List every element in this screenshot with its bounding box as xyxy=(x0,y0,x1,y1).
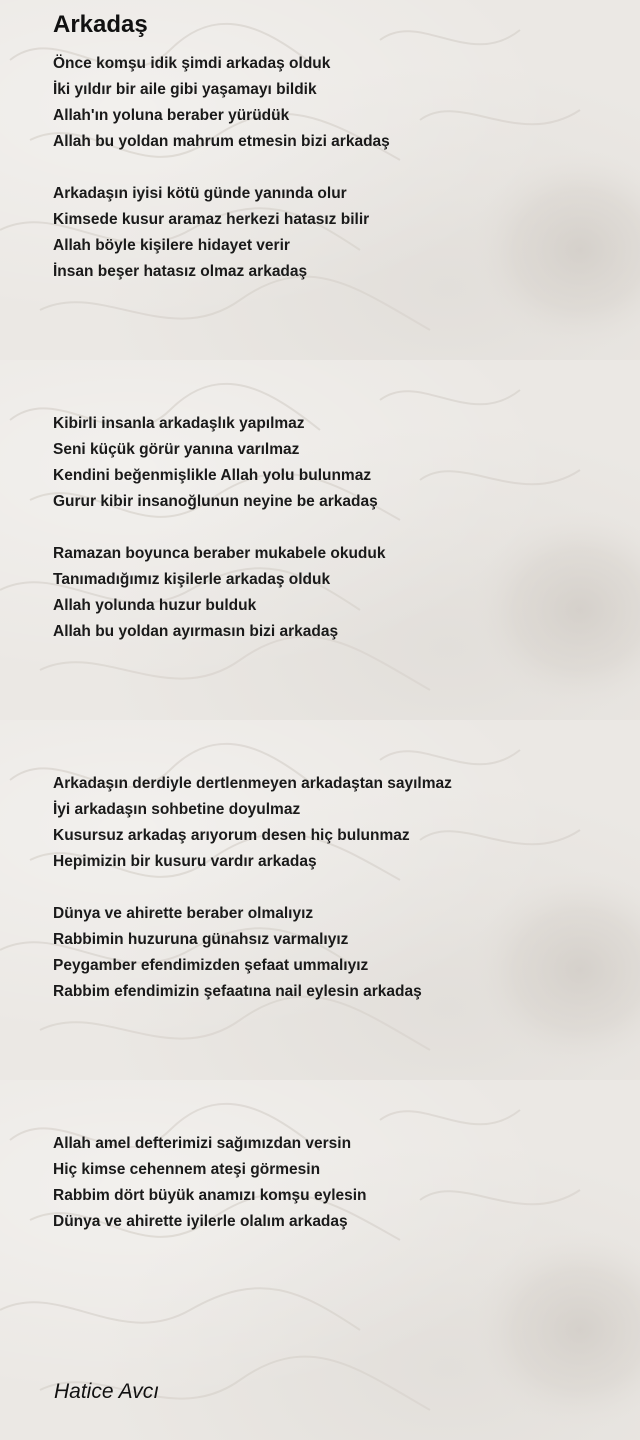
poem-line: Kibirli insanla arkadaşlık yapılmaz xyxy=(53,415,305,432)
stanza xyxy=(53,541,613,645)
poem-line: Allah böyle kişilere hidayet verir xyxy=(53,237,290,254)
poem-line: Allah bu yoldan mahrum etmesin bizi arkadaş xyxy=(53,133,390,150)
poem-line: Arkadaşın iyisi kötü günde yanında olur xyxy=(53,185,347,202)
poem-line: Önce komşu idik şimdi arkadaş olduk xyxy=(53,55,331,72)
poem-line: İki yıldır bir aile gibi yaşamayı bildik xyxy=(53,81,317,98)
poem-line: Kimsede kusur aramaz herkezi hatasız bilir xyxy=(53,211,370,228)
poem-line: Arkadaşın derdiyle dertlenmeyen arkadaştan sayılmaz xyxy=(53,775,452,792)
poem-line: Dünya ve ahirette iyilerle olalım arkadaş xyxy=(53,1213,348,1230)
poem-line: İyi arkadaşın sohbetine doyulmaz xyxy=(53,801,301,818)
poem-line: Allah yolunda huzur bulduk xyxy=(53,597,257,614)
poem-line: Gurur kibir insanoğlunun neyine be arkadaş xyxy=(53,493,378,510)
poem-line: Hepimizin bir kusuru vardır arkadaş xyxy=(53,853,317,870)
poem-line: Ramazan boyunca beraber mukabele okuduk xyxy=(53,545,386,562)
poem-line: Rabbim dört büyük anamızı komşu eylesin xyxy=(53,1187,367,1204)
poem-line: Peygamber efendimizden şefaat ummalıyız xyxy=(53,957,369,974)
author-name: Hatice Avcı xyxy=(54,1380,160,1403)
poem-line: Kusursuz arkadaş arıyorum desen hiç bulunmaz xyxy=(53,827,410,844)
poem-line: Rabbimin huzuruna günahsız varmalıyız xyxy=(53,931,349,948)
stanza xyxy=(53,901,613,1005)
stanza xyxy=(53,51,613,155)
poem-line: Allah'ın yoluna beraber yürüdük xyxy=(53,107,290,124)
poem-line: Tanımadığımız kişilerle arkadaş olduk xyxy=(53,571,331,588)
poem-line: Allah bu yoldan ayırmasın bizi arkadaş xyxy=(53,623,339,640)
poem-line: Dünya ve ahirette beraber olmalıyız xyxy=(53,905,314,922)
poem-line: Allah amel defterimizi sağımızdan versin xyxy=(53,1135,352,1152)
stanza xyxy=(53,411,613,515)
poem-line: Kendini beğenmişlikle Allah yolu bulunmaz xyxy=(53,467,372,484)
poem-line: Hiç kimse cehennem ateşi görmesin xyxy=(53,1161,321,1178)
stanza xyxy=(53,1131,613,1235)
poem-line: Rabbim efendimizin şefaatına nail eylesin arkadaş xyxy=(53,983,422,1000)
poem-line: İnsan beşer hatasız olmaz arkadaş xyxy=(53,263,308,280)
poem-title: Arkadaş xyxy=(53,11,148,38)
stanza xyxy=(53,181,613,285)
poem-line: Seni küçük görür yanına varılmaz xyxy=(53,441,300,458)
stanza xyxy=(53,771,613,875)
